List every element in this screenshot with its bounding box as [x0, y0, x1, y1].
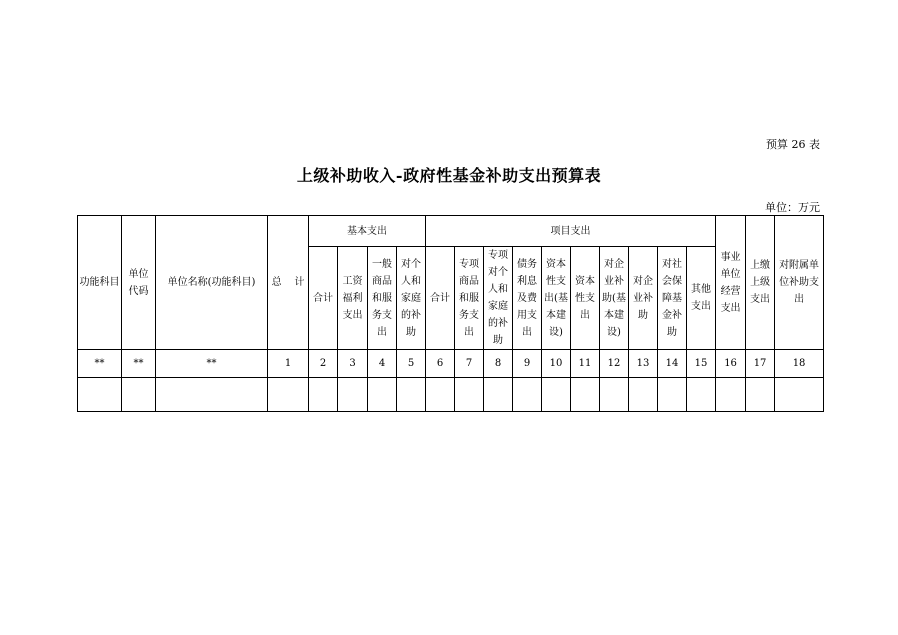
data-cell [513, 378, 542, 412]
header-project-social: 对社会保障基金补助 [658, 247, 687, 350]
header-project-capital-basic: 资本性支出(基本建设) [542, 247, 571, 350]
index-cell: 12 [600, 350, 629, 378]
index-cell: 14 [658, 350, 687, 378]
index-cell: 2 [309, 350, 338, 378]
data-cell [629, 378, 658, 412]
data-cell [397, 378, 426, 412]
header-project-special-personal: 专项对个人和家庭的补助 [484, 247, 513, 350]
header-project-debt: 债务利息及费用支出 [513, 247, 542, 350]
index-cell: 6 [426, 350, 455, 378]
header-upper: 上缴上级支出 [746, 216, 775, 350]
header-total: 总 计 [268, 216, 309, 350]
data-cell [775, 378, 824, 412]
index-cell: 11 [571, 350, 600, 378]
header-basic-goods: 一般商品和服务支出 [368, 247, 397, 350]
index-cell: 8 [484, 350, 513, 378]
index-cell: 5 [397, 350, 426, 378]
data-cell [309, 378, 338, 412]
index-cell: 10 [542, 350, 571, 378]
data-cell [455, 378, 484, 412]
header-project-capital: 资本性支出 [571, 247, 600, 350]
page-title: 上级补助收入-政府性基金补助支出预算表 [296, 166, 602, 185]
data-cell [746, 378, 775, 412]
header-basic-salary: 工资福利支出 [338, 247, 368, 350]
data-cell [716, 378, 746, 412]
header-row-groups [78, 216, 824, 247]
index-cell: ** [122, 350, 156, 378]
index-cell: 18 [775, 350, 824, 378]
header-subsidiary: 对附属单位补助支出 [775, 216, 824, 350]
header-project-special-goods: 专项商品和服务支出 [455, 247, 484, 350]
index-cell: 16 [716, 350, 746, 378]
data-cell [687, 378, 716, 412]
data-cell [338, 378, 368, 412]
data-cell [542, 378, 571, 412]
index-cell: ** [156, 350, 268, 378]
data-cell [368, 378, 397, 412]
index-row [78, 350, 824, 378]
index-cell: 15 [687, 350, 716, 378]
index-cell: 3 [338, 350, 368, 378]
table-row [78, 378, 824, 412]
index-cell: 4 [368, 350, 397, 378]
index-cell: ** [78, 350, 122, 378]
header-project-other: 其他支出 [687, 247, 716, 350]
header-project-subtotal: 合计 [426, 247, 455, 350]
table-number: 预算 26 表 [766, 138, 820, 151]
index-cell: 7 [455, 350, 484, 378]
header-business: 事业单位经营支出 [716, 216, 746, 350]
index-cell: 17 [746, 350, 775, 378]
header-basic-personal: 对个人和家庭的补助 [397, 247, 426, 350]
index-cell: 9 [513, 350, 542, 378]
header-func-subject: 功能科目 [78, 216, 122, 350]
data-cell [571, 378, 600, 412]
header-unit-code: 单位代码 [122, 216, 156, 350]
header-project-ent-basic: 对企业补助(基本建设) [600, 247, 629, 350]
data-cell [658, 378, 687, 412]
data-cell [268, 378, 309, 412]
header-basic-subtotal: 合计 [309, 247, 338, 350]
data-cell [156, 378, 268, 412]
budget-table [77, 215, 824, 412]
header-project-group: 项目支出 [426, 216, 716, 247]
data-cell [78, 378, 122, 412]
data-cell [600, 378, 629, 412]
header-project-ent: 对企业补助 [629, 247, 658, 350]
data-cell [122, 378, 156, 412]
header-basic-group: 基本支出 [309, 216, 426, 247]
index-cell: 1 [268, 350, 309, 378]
data-cell [426, 378, 455, 412]
unit-label: 单位：万元 [765, 201, 820, 214]
header-unit-name: 单位名称(功能科目) [156, 216, 268, 350]
index-cell: 13 [629, 350, 658, 378]
data-cell [484, 378, 513, 412]
